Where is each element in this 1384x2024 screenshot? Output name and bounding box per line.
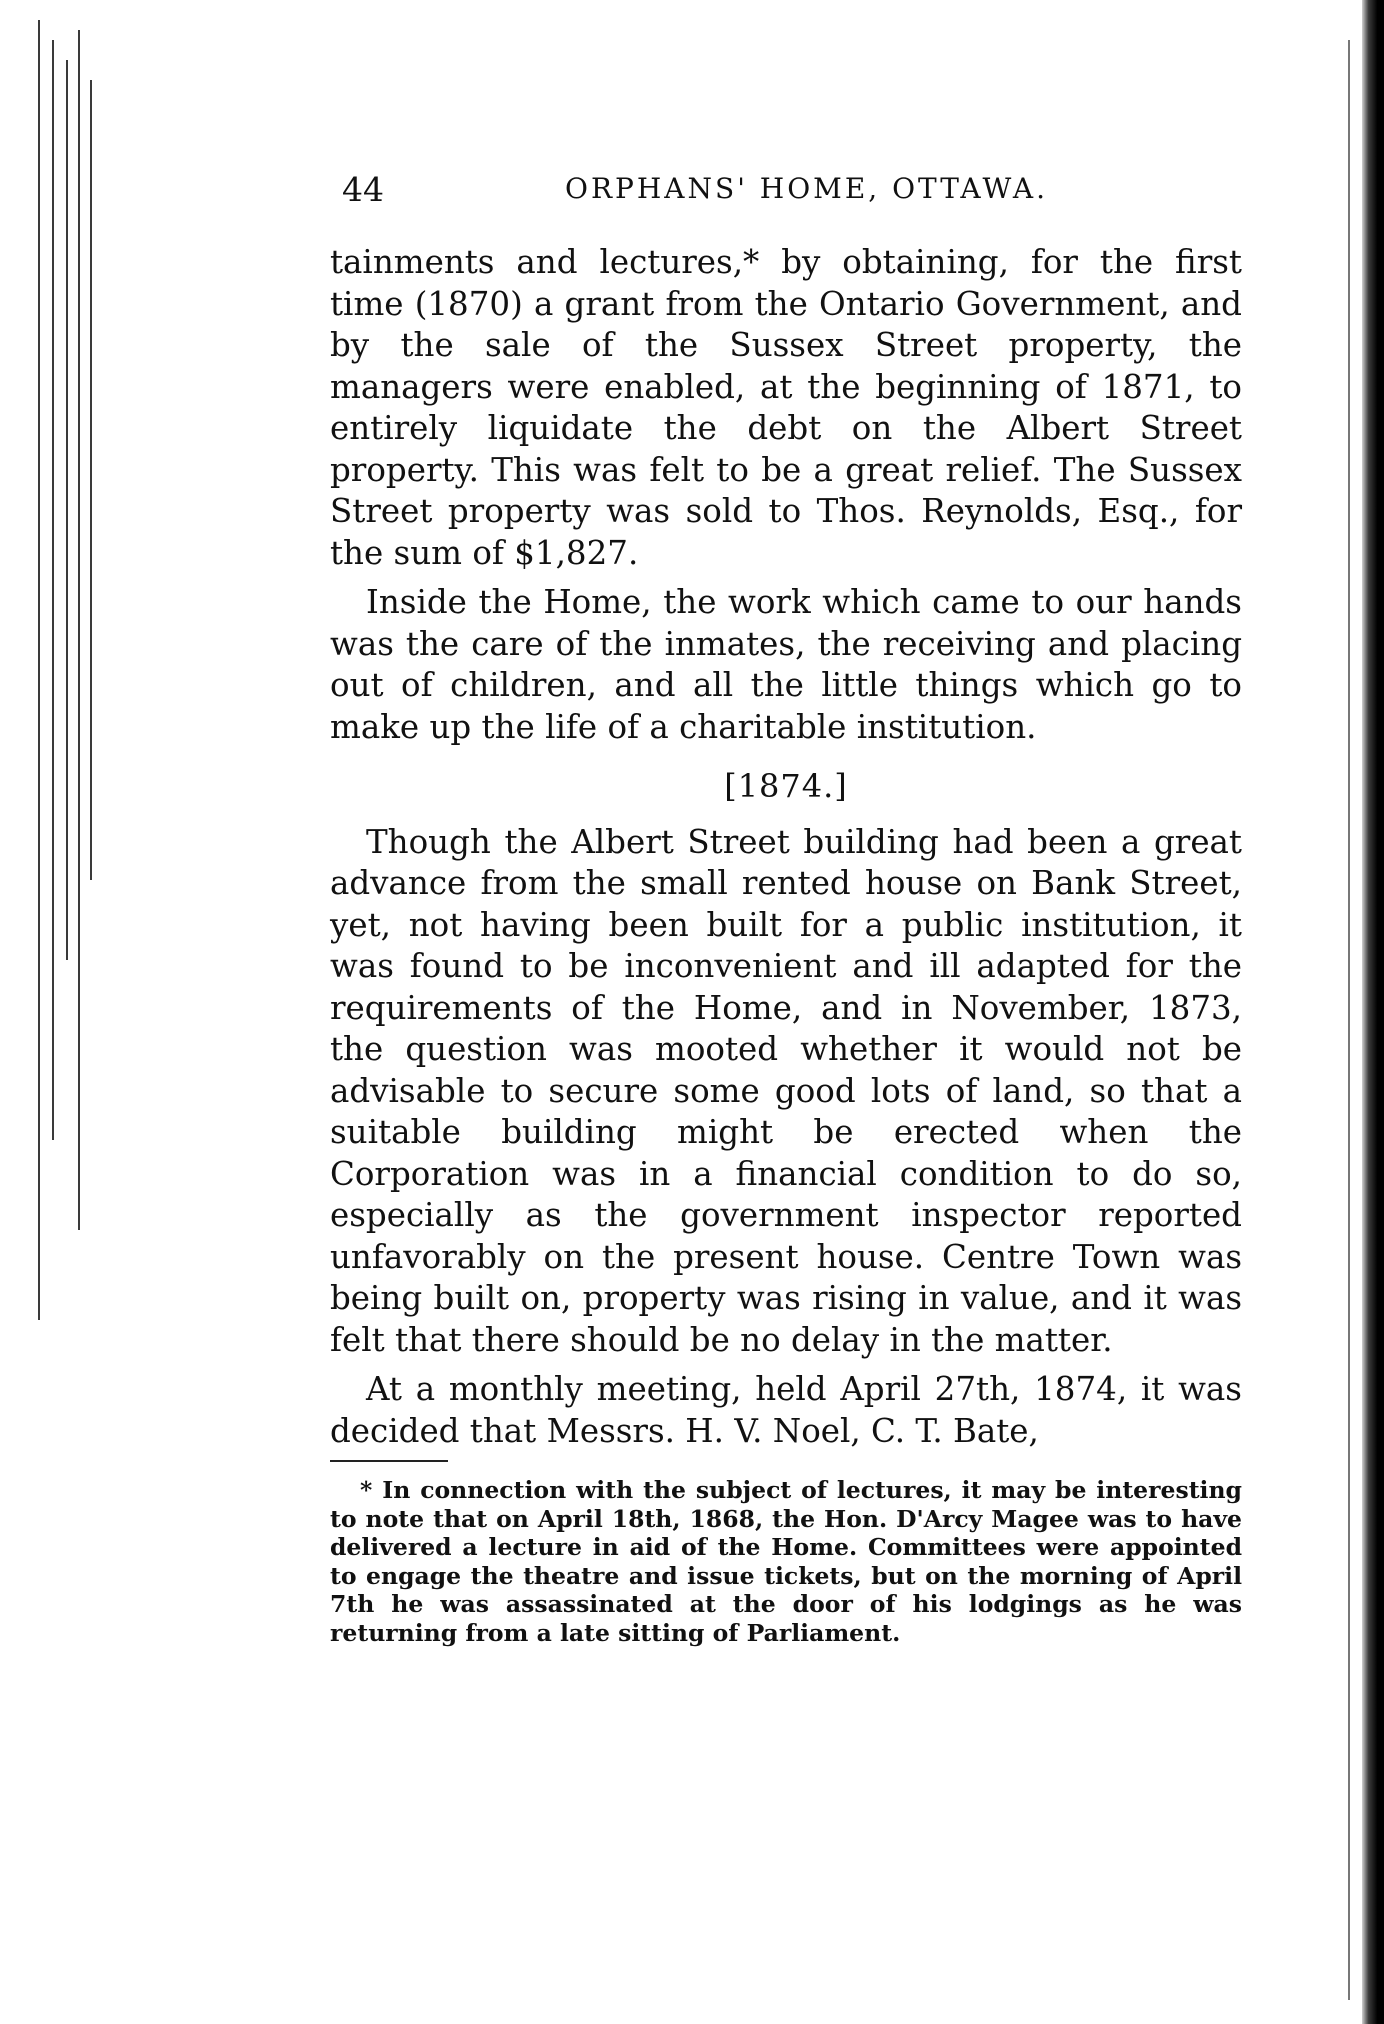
binding-line <box>1348 40 1350 2000</box>
page-number: 44 <box>342 170 384 209</box>
paragraph-1: tainments and lectures,* by obtaining, for the first time (1870) a grant from the Ontario Government, and by the sale of the Sussex Street property, the managers were enabled, at the beginning of 1871, to entirely liquidate the debt on the Albert Street property. This was felt to be a great relief. The Sussex Street property was sold to Thos. Reynolds, Esq., for the sum of $1,827. <box>330 243 1242 572</box>
paragraph-3: Though the Albert Street building had been a great advance from the small rented house on Bank Street, yet, not having been built for a public institution, it was found to be inconvenient and ill adapted for the requirements of the Home, and in November, 1873, the question was mooted whether it would not be advisable to secure some good lots of land, so that a suitable building might be erected when the Corporation was in a financial condition to do so, especially as the government inspector reported unfavorably on the present house. Centre Town was being built on, property was rising in value, and it was felt that there should be no delay in the matter. <box>330 822 1242 1359</box>
page-stack-edge <box>78 30 80 1230</box>
paragraph-2: Inside the Home, the work which came to our hands was the care of the inmates, the receiving and placing out of children, and all the little things which go to make up the life of a charitable institution. <box>330 583 1242 746</box>
paragraph-4: At a monthly meeting, held April 27th, 1874, it was decided that Messrs. H. V. Noel, C. T. Bate, <box>330 1370 1242 1450</box>
page-stack-edge <box>38 20 40 1320</box>
book-binding-shadow <box>1362 0 1384 2024</box>
footnote-rule <box>330 1460 448 1462</box>
running-head-title: ORPHANS' HOME, OTTAWA. <box>565 172 1048 205</box>
year-heading: [1874.] <box>724 767 848 805</box>
page-content <box>330 160 1242 1647</box>
running-head <box>330 160 1242 220</box>
footnote: * In connection with the subject of lectures, it may be interesting to note that on April 18th, 1868, the Hon. D'Arcy Magee was to have delivered a lecture in aid of the Home. Committees were appointed to engage the theatre and issue tickets, but on the morning of April 7th he was assassinated at the door of his lodgings as he was returning from a late sitting of Parliament. <box>330 1476 1242 1647</box>
page-stack-edge <box>52 40 54 1140</box>
body-text <box>330 242 1242 1452</box>
page-stack-edge <box>90 80 92 880</box>
page-stack-edge <box>66 60 68 960</box>
